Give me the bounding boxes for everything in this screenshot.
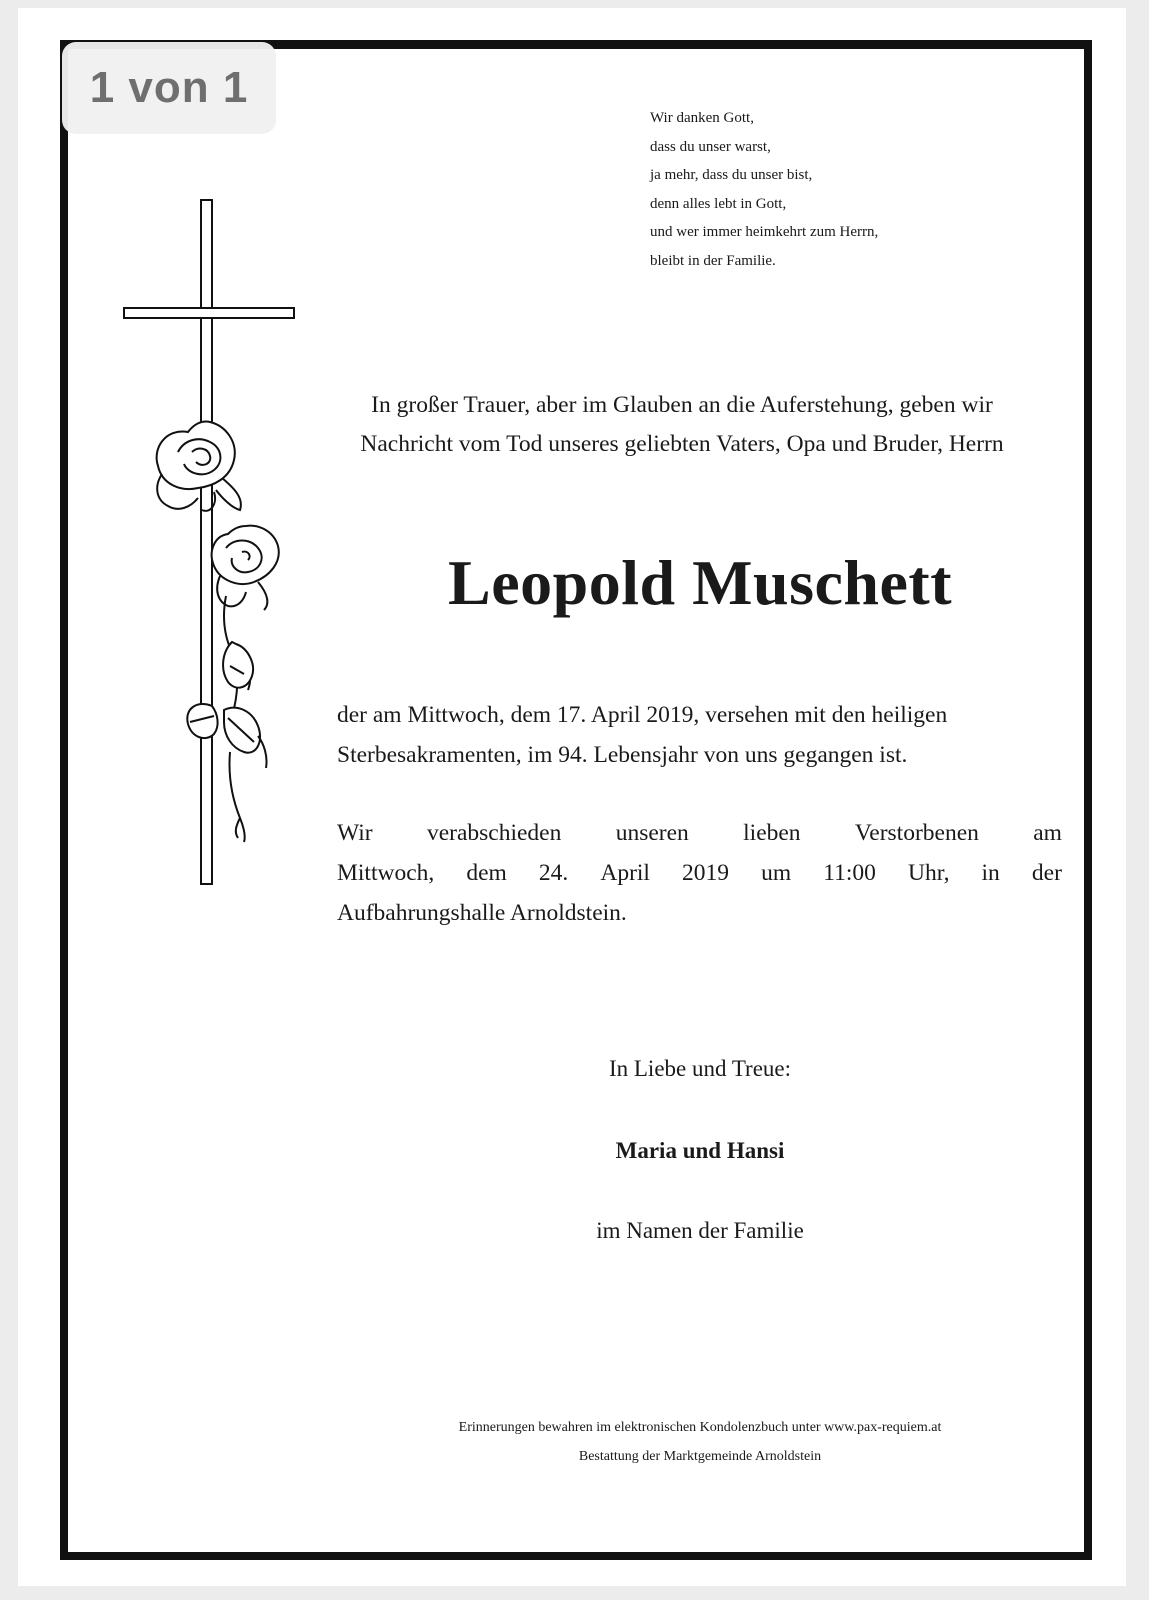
intro-line: In großer Trauer, aber im Glauben an die Auferstehung, geben wir (371, 392, 993, 418)
farewell-word: April (600, 860, 650, 886)
condolence-book-note: Erinnerungen bewahren im elektronischen Kondolenzbuch unter www.pax-requiem.at (458, 1420, 942, 1435)
farewell-line (337, 853, 1062, 893)
farewell-word: Uhr, (907, 860, 950, 886)
verse-line: bleibt in der Familie. (650, 252, 776, 269)
verse-line: denn alles lebt in Gott, (650, 195, 787, 212)
farewell-word: der (1031, 860, 1062, 886)
farewell-details (337, 813, 1062, 933)
death-line: der am Mittwoch, dem 17. April 2019, versehen mit den heiligen (337, 702, 948, 728)
cross-with-roses-icon (118, 196, 308, 906)
closing-phrase: In Liebe und Treue: (608, 1056, 792, 1081)
farewell-word: Wir (337, 820, 373, 846)
farewell-word: 2019 (682, 860, 730, 886)
page-indicator: 1 von 1 (62, 42, 276, 134)
signatories: Maria und Hansi (615, 1138, 785, 1163)
farewell-word: am (1033, 820, 1062, 846)
farewell-word: Verstorbenen (854, 820, 979, 846)
funeral-service-name: Bestattung der Marktgemeinde Arnoldstein (578, 1449, 822, 1464)
farewell-word: dem (466, 860, 507, 886)
farewell-word: lieben (743, 820, 801, 846)
farewell-word: 24. (538, 860, 569, 886)
verse-line: Wir danken Gott, (650, 110, 754, 126)
deceased-name: Leopold Muschett (448, 547, 952, 618)
intro-line: Nachricht vom Tod unseres geliebten Vaters, Opa und Bruder, Herrn (360, 431, 1004, 457)
verse-line: dass du unser warst, (650, 138, 771, 155)
farewell-line (337, 813, 1062, 853)
death-line: Sterbesakramenten, im 94. Lebensjahr von uns gegangen ist. (337, 742, 908, 768)
death-details (337, 695, 1062, 775)
memorial-verse (650, 104, 878, 275)
farewell-word: Mittwoch, (337, 860, 435, 886)
farewell-line: Aufbahrungshalle Arnoldstein. (337, 900, 627, 926)
farewell-word: verabschieden (426, 820, 562, 846)
announcement-intro (312, 386, 1052, 464)
farewell-word: in (981, 860, 1000, 886)
farewell-word: unseren (615, 820, 689, 846)
on-behalf-line: im Namen der Familie (596, 1218, 804, 1243)
verse-line: ja mehr, dass du unser bist, (650, 167, 813, 183)
farewell-word: um (761, 860, 792, 886)
verse-line: und wer immer heimkehrt zum Herrn, (650, 224, 879, 240)
farewell-word: 11:00 (823, 860, 876, 886)
